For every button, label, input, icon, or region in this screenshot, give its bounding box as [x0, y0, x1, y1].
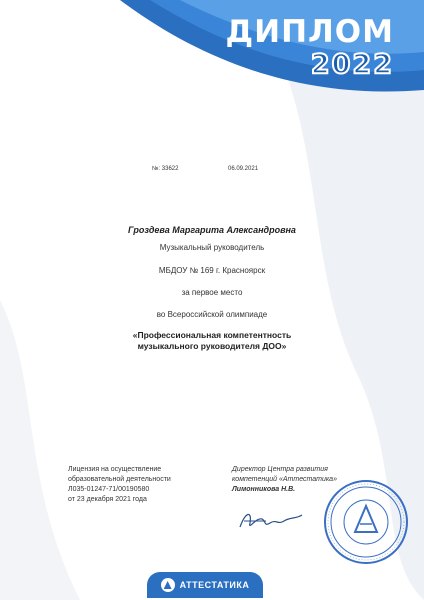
license-line2: образовательной деятельности [68, 476, 171, 483]
license-line1: Лицензия на осуществление [68, 466, 162, 473]
diploma-number: №: 33622 [152, 166, 179, 172]
diploma-title [226, 14, 394, 80]
brand-name: АТТЕСТАТИКА [179, 580, 250, 590]
olympiad-title-line1: «Профессиональная компетентность [132, 330, 292, 340]
olympiad-title-line2: музыкального руководителя ДОО» [137, 341, 287, 351]
title-year: 2022 [310, 49, 394, 80]
license-line3: Л035-01247-71/00190580 [68, 486, 150, 493]
director-line2: компетенций «Аттестатика» [232, 476, 337, 483]
attestatika-logo-icon [161, 578, 175, 592]
award-event: во Всероссийской олимпиаде [156, 310, 268, 319]
license-block [68, 465, 171, 505]
olympiad-title [0, 330, 424, 352]
diploma-date: 06.09.2021 [228, 166, 259, 172]
recipient-name: Гроздева Маргарита Александровна [128, 225, 296, 235]
signature-icon [236, 505, 306, 535]
seal-icon [322, 478, 410, 566]
director-name: Лимонникова Н.В. [232, 486, 296, 493]
recipient-position: Музыкальный руководитель [159, 243, 265, 252]
title-word: ДИПЛОМ [225, 14, 394, 50]
brand-footer [147, 572, 263, 598]
director-line1: Директор Центра развития [232, 466, 328, 473]
recipient-organization: МБДОУ № 169 г. Красноярск [158, 266, 266, 275]
license-line4: от 23 декабря 2021 года [68, 496, 147, 503]
award-place: за первое место [181, 288, 243, 297]
